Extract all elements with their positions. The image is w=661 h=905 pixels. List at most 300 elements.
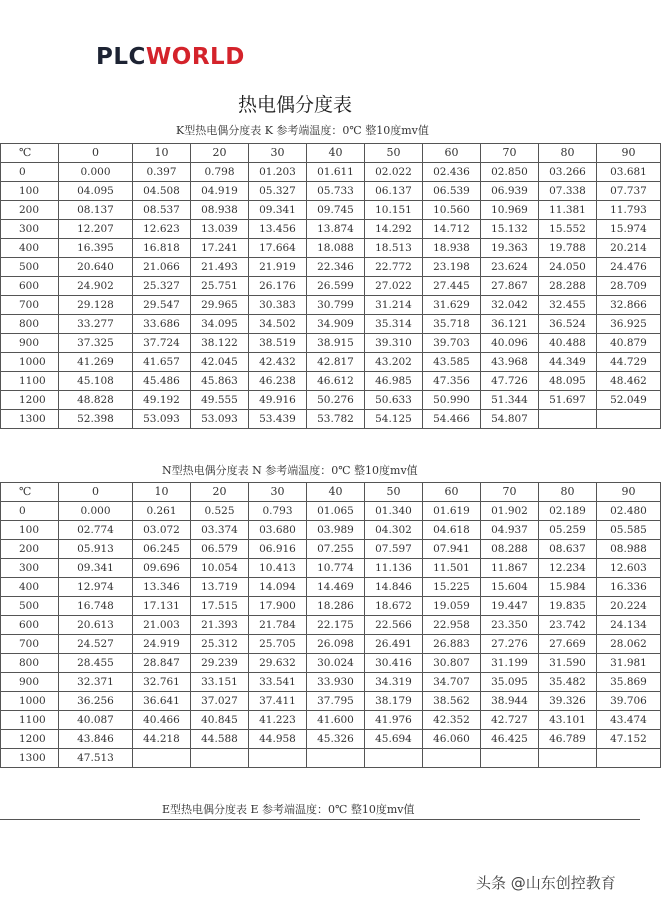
- table-cell: 02.774: [59, 521, 133, 540]
- table-cell: 10.151: [365, 201, 423, 220]
- row-header: 200: [1, 201, 59, 220]
- watermark: 头条 @山东创控教育: [476, 874, 616, 892]
- table-cell: 10.560: [423, 201, 481, 220]
- table-cell: 16.395: [59, 239, 133, 258]
- logo-plc: PLC: [96, 44, 146, 70]
- table-cell: 19.788: [539, 239, 597, 258]
- row-header: 400: [1, 578, 59, 597]
- table-cell: 30.024: [307, 654, 365, 673]
- table-cell: 41.223: [249, 711, 307, 730]
- table-cell: 26.491: [365, 635, 423, 654]
- table-cell: 40.488: [539, 334, 597, 353]
- table-cell: 05.733: [307, 182, 365, 201]
- table-cell: [133, 749, 191, 768]
- table-cell: 13.039: [191, 220, 249, 239]
- table-cell: 05.585: [597, 521, 661, 540]
- row-header: 300: [1, 559, 59, 578]
- table-cell: [481, 749, 539, 768]
- table-cell: 15.974: [597, 220, 661, 239]
- table-cell: 06.137: [365, 182, 423, 201]
- table-cell: 20.214: [597, 239, 661, 258]
- table-cell: 32.455: [539, 296, 597, 315]
- table-cell: 21.919: [249, 258, 307, 277]
- table-cell: 11.793: [597, 201, 661, 220]
- row-header: 100: [1, 521, 59, 540]
- table-cell: 34.319: [365, 673, 423, 692]
- table-cell: 33.277: [59, 315, 133, 334]
- table-cell: 40.845: [191, 711, 249, 730]
- table-cell: 43.968: [481, 353, 539, 372]
- column-header: 80: [539, 144, 597, 163]
- table-cell: 15.984: [539, 578, 597, 597]
- table-cell: 26.176: [249, 277, 307, 296]
- table-cell: 50.276: [307, 391, 365, 410]
- table-cell: 22.175: [307, 616, 365, 635]
- table-cell: [597, 749, 661, 768]
- table-row: [1, 654, 661, 673]
- table-row: [1, 258, 661, 277]
- n-type-table: [0, 482, 661, 768]
- table-cell: 18.672: [365, 597, 423, 616]
- column-header: 80: [539, 483, 597, 502]
- table-cell: 33.541: [249, 673, 307, 692]
- table-cell: 24.919: [133, 635, 191, 654]
- row-header: 700: [1, 296, 59, 315]
- e-table-top-rule: [0, 819, 640, 820]
- table-cell: 28.288: [539, 277, 597, 296]
- table-cell: 02.436: [423, 163, 481, 182]
- table-row: [1, 597, 661, 616]
- row-header: 800: [1, 315, 59, 334]
- table-cell: 21.003: [133, 616, 191, 635]
- table-cell: 46.985: [365, 372, 423, 391]
- column-header: ℃: [1, 483, 59, 502]
- table-cell: 14.846: [365, 578, 423, 597]
- row-header: 1300: [1, 749, 59, 768]
- table-cell: 37.411: [249, 692, 307, 711]
- table-cell: 39.703: [423, 334, 481, 353]
- row-header: 600: [1, 616, 59, 635]
- row-header: 0: [1, 502, 59, 521]
- column-header: 10: [133, 144, 191, 163]
- table-row: [1, 521, 661, 540]
- table-cell: 32.371: [59, 673, 133, 692]
- table-cell: 29.965: [191, 296, 249, 315]
- table-cell: 53.439: [249, 410, 307, 429]
- table-cell: 40.466: [133, 711, 191, 730]
- column-header: 70: [481, 483, 539, 502]
- table-cell: 35.314: [365, 315, 423, 334]
- column-header: 50: [365, 483, 423, 502]
- table-cell: 16.336: [597, 578, 661, 597]
- table-cell: 18.513: [365, 239, 423, 258]
- table-cell: 07.597: [365, 540, 423, 559]
- table-cell: 50.633: [365, 391, 423, 410]
- table-cell: 17.664: [249, 239, 307, 258]
- table-cell: 21.784: [249, 616, 307, 635]
- table-cell: [423, 749, 481, 768]
- table-cell: 09.341: [59, 559, 133, 578]
- table-cell: 06.245: [133, 540, 191, 559]
- table-cell: 53.782: [307, 410, 365, 429]
- table-cell: 46.789: [539, 730, 597, 749]
- logo-world: WORLD: [145, 44, 245, 70]
- table-cell: [597, 410, 661, 429]
- table-cell: 29.632: [249, 654, 307, 673]
- table-cell: 24.050: [539, 258, 597, 277]
- table-cell: 03.680: [249, 521, 307, 540]
- table-cell: 48.462: [597, 372, 661, 391]
- table-cell: 46.612: [307, 372, 365, 391]
- table-row: [1, 692, 661, 711]
- table-cell: 12.603: [597, 559, 661, 578]
- table-cell: 44.729: [597, 353, 661, 372]
- table-cell: 23.350: [481, 616, 539, 635]
- table-cell: 01.611: [307, 163, 365, 182]
- table-cell: 27.022: [365, 277, 423, 296]
- table-cell: 02.480: [597, 502, 661, 521]
- row-header: 1100: [1, 372, 59, 391]
- table-cell: 04.937: [481, 521, 539, 540]
- table-cell: 27.445: [423, 277, 481, 296]
- table-cell: 49.555: [191, 391, 249, 410]
- table-cell: 06.579: [191, 540, 249, 559]
- table-cell: 45.863: [191, 372, 249, 391]
- table-cell: 32.866: [597, 296, 661, 315]
- table-cell: 54.466: [423, 410, 481, 429]
- table-cell: 03.681: [597, 163, 661, 182]
- table-cell: 18.088: [307, 239, 365, 258]
- table-cell: [539, 749, 597, 768]
- table-cell: 26.599: [307, 277, 365, 296]
- row-header: 1100: [1, 711, 59, 730]
- table-cell: 36.641: [133, 692, 191, 711]
- table-cell: 06.916: [249, 540, 307, 559]
- table-cell: 30.383: [249, 296, 307, 315]
- column-header: 10: [133, 483, 191, 502]
- table-cell: 08.537: [133, 201, 191, 220]
- table-cell: 42.817: [307, 353, 365, 372]
- column-header: 0: [59, 144, 133, 163]
- table-cell: 33.686: [133, 315, 191, 334]
- table-cell: 31.214: [365, 296, 423, 315]
- table-cell: 08.288: [481, 540, 539, 559]
- table-row: [1, 220, 661, 239]
- table-row: [1, 711, 661, 730]
- table-cell: 05.913: [59, 540, 133, 559]
- table-cell: 12.974: [59, 578, 133, 597]
- table-cell: 24.902: [59, 277, 133, 296]
- column-header: 20: [191, 144, 249, 163]
- table-cell: 37.027: [191, 692, 249, 711]
- table-cell: 11.867: [481, 559, 539, 578]
- table-cell: 53.093: [191, 410, 249, 429]
- table-cell: 28.062: [597, 635, 661, 654]
- table-cell: 30.799: [307, 296, 365, 315]
- table-cell: 08.938: [191, 201, 249, 220]
- table-cell: 18.938: [423, 239, 481, 258]
- table-cell: 44.958: [249, 730, 307, 749]
- table-cell: 23.198: [423, 258, 481, 277]
- row-header: 900: [1, 673, 59, 692]
- table-cell: 08.988: [597, 540, 661, 559]
- column-header: 70: [481, 144, 539, 163]
- column-header: 60: [423, 483, 481, 502]
- table-cell: 11.501: [423, 559, 481, 578]
- table-cell: 02.022: [365, 163, 423, 182]
- table-cell: 34.095: [191, 315, 249, 334]
- table-cell: 42.352: [423, 711, 481, 730]
- table-cell: 03.374: [191, 521, 249, 540]
- table-cell: 05.327: [249, 182, 307, 201]
- table-cell: 41.657: [133, 353, 191, 372]
- row-header: 1200: [1, 730, 59, 749]
- table-cell: 15.604: [481, 578, 539, 597]
- table-cell: 36.925: [597, 315, 661, 334]
- table-cell: 47.513: [59, 749, 133, 768]
- row-header: 300: [1, 220, 59, 239]
- table-cell: 34.909: [307, 315, 365, 334]
- table-cell: 42.432: [249, 353, 307, 372]
- table-cell: 0.798: [191, 163, 249, 182]
- table-cell: 22.566: [365, 616, 423, 635]
- table-cell: 26.883: [423, 635, 481, 654]
- row-header: 400: [1, 239, 59, 258]
- table-cell: 35.718: [423, 315, 481, 334]
- table-cell: 01.340: [365, 502, 423, 521]
- table-cell: 04.302: [365, 521, 423, 540]
- row-header: 1200: [1, 391, 59, 410]
- table-cell: 15.225: [423, 578, 481, 597]
- table-cell: 09.745: [307, 201, 365, 220]
- table-cell: 35.482: [539, 673, 597, 692]
- table-cell: 48.095: [539, 372, 597, 391]
- table-cell: 12.234: [539, 559, 597, 578]
- table-cell: 45.108: [59, 372, 133, 391]
- column-header: 0: [59, 483, 133, 502]
- column-header: 60: [423, 144, 481, 163]
- table-cell: 24.527: [59, 635, 133, 654]
- table-cell: 54.125: [365, 410, 423, 429]
- table-cell: 06.539: [423, 182, 481, 201]
- table-cell: 01.203: [249, 163, 307, 182]
- k-type-table: [0, 143, 661, 429]
- table-cell: [539, 410, 597, 429]
- table-cell: 44.218: [133, 730, 191, 749]
- row-header: 800: [1, 654, 59, 673]
- column-header: 30: [249, 483, 307, 502]
- table-cell: [191, 749, 249, 768]
- table-cell: 44.349: [539, 353, 597, 372]
- table-cell: 52.049: [597, 391, 661, 410]
- table-row: [1, 578, 661, 597]
- table-row: [1, 635, 661, 654]
- row-header: 500: [1, 258, 59, 277]
- table-cell: 43.585: [423, 353, 481, 372]
- table-cell: 29.547: [133, 296, 191, 315]
- table-row: [1, 372, 661, 391]
- table-cell: 39.326: [539, 692, 597, 711]
- table-cell: 10.054: [191, 559, 249, 578]
- table-row: [1, 391, 661, 410]
- table-cell: 31.199: [481, 654, 539, 673]
- table-row: [1, 730, 661, 749]
- table-cell: 42.045: [191, 353, 249, 372]
- table-cell: 08.637: [539, 540, 597, 559]
- k-table-caption: K型热电偶分度表 K 参考端温度：0℃ 整10度mv值: [176, 124, 429, 137]
- table-cell: 04.508: [133, 182, 191, 201]
- table-row: [1, 315, 661, 334]
- row-header: 600: [1, 277, 59, 296]
- table-cell: 17.900: [249, 597, 307, 616]
- table-cell: 38.519: [249, 334, 307, 353]
- table-cell: 46.238: [249, 372, 307, 391]
- table-row: [1, 749, 661, 768]
- table-cell: 36.256: [59, 692, 133, 711]
- table-cell: 41.600: [307, 711, 365, 730]
- table-cell: 10.969: [481, 201, 539, 220]
- table-cell: 43.202: [365, 353, 423, 372]
- table-cell: 19.363: [481, 239, 539, 258]
- table-cell: 50.990: [423, 391, 481, 410]
- table-cell: 14.292: [365, 220, 423, 239]
- table-cell: 14.094: [249, 578, 307, 597]
- table-cell: 40.087: [59, 711, 133, 730]
- table-cell: 10.774: [307, 559, 365, 578]
- column-header: 40: [307, 144, 365, 163]
- table-cell: 45.694: [365, 730, 423, 749]
- table-cell: 06.939: [481, 182, 539, 201]
- table-cell: 01.065: [307, 502, 365, 521]
- table-cell: 17.515: [191, 597, 249, 616]
- table-row: [1, 502, 661, 521]
- table-cell: 03.989: [307, 521, 365, 540]
- table-cell: 47.726: [481, 372, 539, 391]
- table-cell: 20.613: [59, 616, 133, 635]
- table-cell: 34.707: [423, 673, 481, 692]
- table-cell: 48.828: [59, 391, 133, 410]
- table-cell: 49.192: [133, 391, 191, 410]
- table-cell: 29.128: [59, 296, 133, 315]
- table-cell: 27.867: [481, 277, 539, 296]
- column-header: 30: [249, 144, 307, 163]
- table-cell: 35.869: [597, 673, 661, 692]
- table-cell: 37.795: [307, 692, 365, 711]
- column-header: ℃: [1, 144, 59, 163]
- table-cell: 05.259: [539, 521, 597, 540]
- table-cell: 28.709: [597, 277, 661, 296]
- table-cell: 43.846: [59, 730, 133, 749]
- table-cell: 31.590: [539, 654, 597, 673]
- table-cell: 33.151: [191, 673, 249, 692]
- table-cell: 04.618: [423, 521, 481, 540]
- table-cell: 51.344: [481, 391, 539, 410]
- column-header: 90: [597, 483, 661, 502]
- table-cell: [307, 749, 365, 768]
- table-row: [1, 353, 661, 372]
- e-table-caption: E型热电偶分度表 E 参考端温度：0℃ 整10度mv值: [162, 803, 415, 816]
- table-cell: 26.098: [307, 635, 365, 654]
- table-row: [1, 410, 661, 429]
- table-cell: 02.850: [481, 163, 539, 182]
- table-cell: 22.958: [423, 616, 481, 635]
- table-cell: 03.072: [133, 521, 191, 540]
- page-title: 热电偶分度表: [237, 94, 352, 116]
- table-cell: 11.381: [539, 201, 597, 220]
- table-cell: 30.807: [423, 654, 481, 673]
- table-cell: 11.136: [365, 559, 423, 578]
- table-cell: 07.941: [423, 540, 481, 559]
- table-cell: 02.189: [539, 502, 597, 521]
- table-cell: 24.476: [597, 258, 661, 277]
- row-header: 1000: [1, 353, 59, 372]
- table-cell: 37.325: [59, 334, 133, 353]
- table-cell: 46.425: [481, 730, 539, 749]
- table-cell: 16.818: [133, 239, 191, 258]
- table-cell: 54.807: [481, 410, 539, 429]
- table-cell: 47.152: [597, 730, 661, 749]
- table-cell: 32.042: [481, 296, 539, 315]
- table-cell: 38.944: [481, 692, 539, 711]
- table-cell: 04.095: [59, 182, 133, 201]
- table-cell: 40.879: [597, 334, 661, 353]
- table-cell: 07.255: [307, 540, 365, 559]
- table-cell: 42.727: [481, 711, 539, 730]
- table-cell: 0.000: [59, 163, 133, 182]
- column-header: 20: [191, 483, 249, 502]
- table-cell: 52.398: [59, 410, 133, 429]
- table-cell: 37.724: [133, 334, 191, 353]
- table-cell: 36.121: [481, 315, 539, 334]
- table-row: [1, 296, 661, 315]
- row-header: 700: [1, 635, 59, 654]
- table-cell: 12.623: [133, 220, 191, 239]
- row-header: 500: [1, 597, 59, 616]
- row-header: 100: [1, 182, 59, 201]
- table-cell: 03.266: [539, 163, 597, 182]
- table-row: [1, 559, 661, 578]
- table-cell: 44.588: [191, 730, 249, 749]
- table-cell: 24.134: [597, 616, 661, 635]
- table-cell: 38.562: [423, 692, 481, 711]
- table-cell: 34.502: [249, 315, 307, 334]
- table-cell: 43.101: [539, 711, 597, 730]
- table-cell: 21.393: [191, 616, 249, 635]
- table-cell: 01.619: [423, 502, 481, 521]
- table-cell: 38.179: [365, 692, 423, 711]
- table-cell: 36.524: [539, 315, 597, 334]
- table-cell: 21.493: [191, 258, 249, 277]
- column-header: 40: [307, 483, 365, 502]
- table-cell: 22.772: [365, 258, 423, 277]
- table-cell: 31.629: [423, 296, 481, 315]
- table-cell: 0.261: [133, 502, 191, 521]
- table-cell: 22.346: [307, 258, 365, 277]
- table-cell: 07.737: [597, 182, 661, 201]
- table-cell: [249, 749, 307, 768]
- table-cell: 41.269: [59, 353, 133, 372]
- table-cell: 25.327: [133, 277, 191, 296]
- column-header: 50: [365, 144, 423, 163]
- table-row: [1, 239, 661, 258]
- column-header: 90: [597, 144, 661, 163]
- table-cell: 41.976: [365, 711, 423, 730]
- table-cell: 17.131: [133, 597, 191, 616]
- table-row: [1, 540, 661, 559]
- table-cell: 39.706: [597, 692, 661, 711]
- n-table-caption: N型热电偶分度表 N 参考端温度：0℃ 整10度mv值: [162, 464, 418, 477]
- plcworld-logo: [96, 44, 245, 70]
